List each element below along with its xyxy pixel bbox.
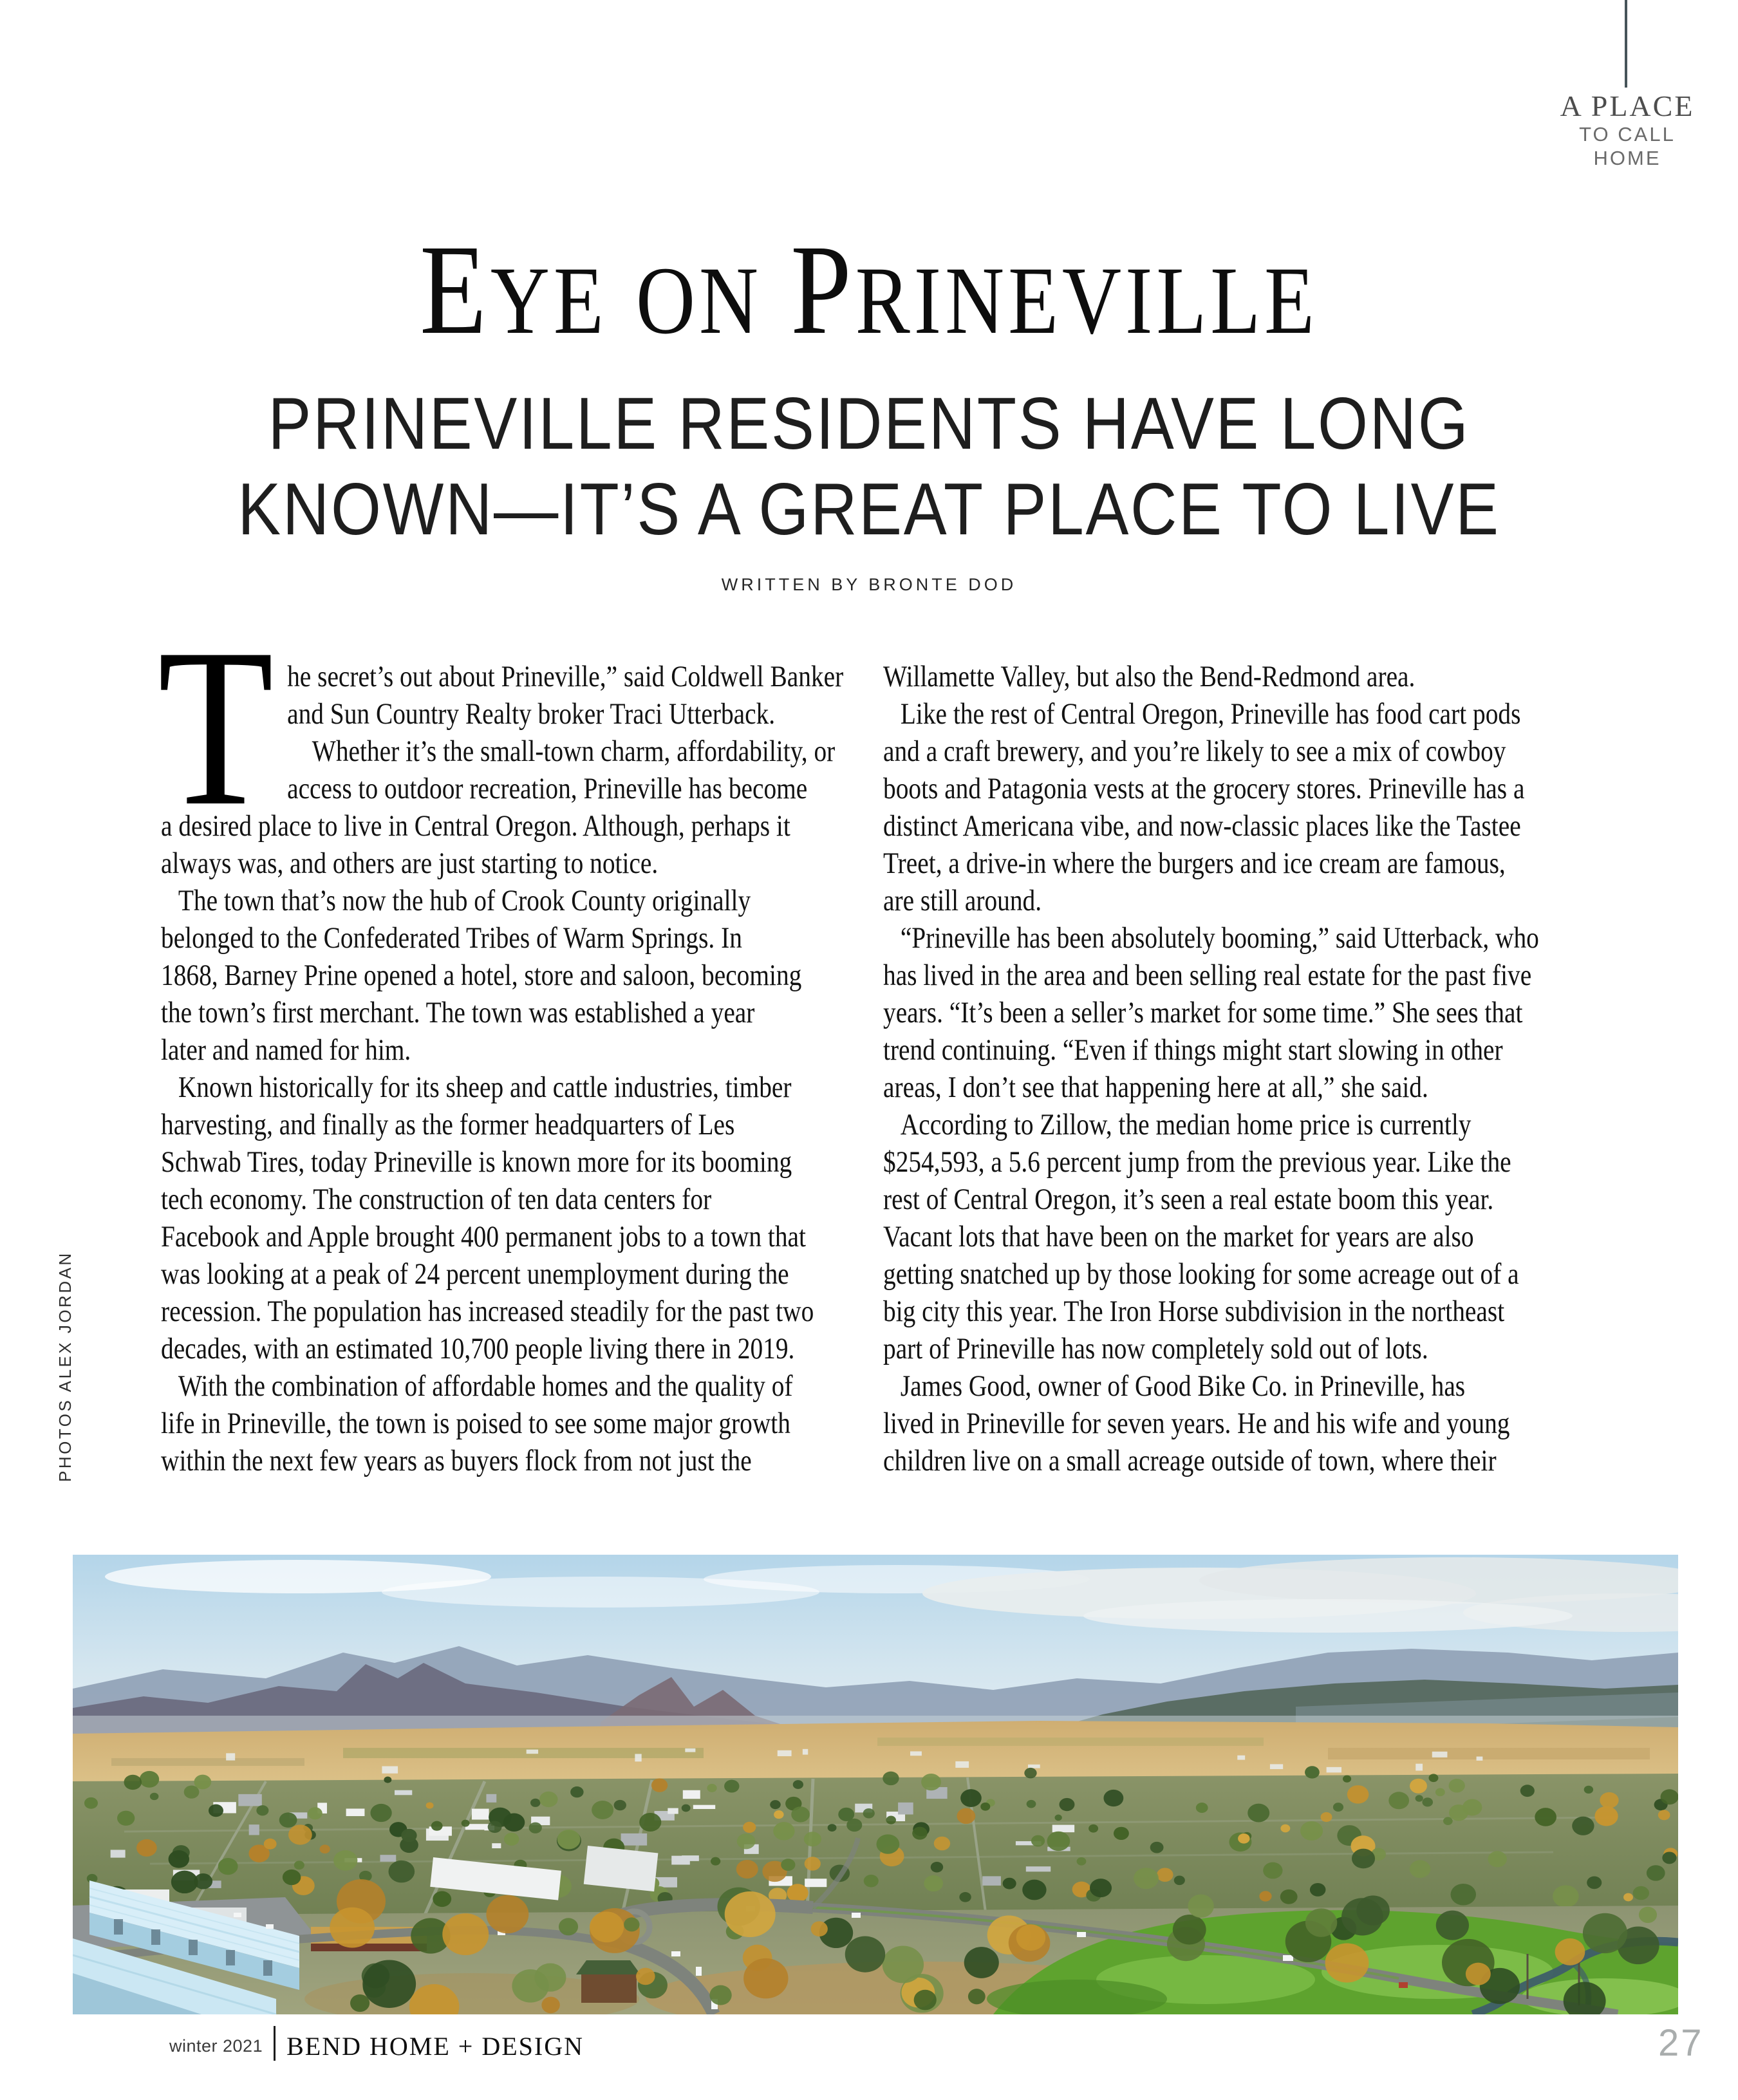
subtitle-line: KNOWN—IT’S A GREAT PLACE TO LIVE <box>238 469 1500 550</box>
photo-credit: PHOTOS ALEX JORDAN <box>55 1251 75 1482</box>
subtitle-line: PRINEVILLE RESIDENTS HAVE LONG <box>268 383 1470 465</box>
article-line: Like the rest of Central Oregon, Prineville has food cart pods <box>900 697 1521 731</box>
article-line: has lived in the area and been selling real estate for the past five <box>883 959 1532 992</box>
article-line: within the next few years as buyers flock from not just the <box>161 1444 752 1477</box>
section-kicker-line3: HOME <box>1593 147 1661 169</box>
article-line: access to outdoor recreation, Prineville has become <box>287 772 808 805</box>
article-line: Known historically for its sheep and cattle industries, timber <box>178 1071 792 1104</box>
article-line: Willamette Valley, but also the Bend-Redmond area. <box>883 660 1416 693</box>
section-badge <box>1499 90 1738 170</box>
article-line: a desired place to live in Central Oregon. Although, perhaps it <box>161 809 790 843</box>
aerial-photo-prineville <box>73 1555 1678 2014</box>
article-line: belonged to the Confederated Tribes of Warm Springs. In <box>161 921 742 955</box>
article-line: lived in Prineville for seven years. He and his wife and young <box>883 1407 1510 1440</box>
page-number: 27 <box>1658 2022 1704 2064</box>
article-line: life in Prineville, the town is poised to see some major growth <box>161 1407 790 1440</box>
article-line: According to Zillow, the median home price is currently <box>900 1108 1472 1141</box>
article-title <box>131 219 1608 361</box>
article-line: Whether it’s the small-town charm, affordability, or <box>312 735 836 768</box>
article-line: big city this year. The Iron Horse subdivision in the northeast <box>883 1295 1505 1328</box>
article-subtitle <box>0 381 1738 552</box>
article-line: The town that’s now the hub of Crook County originally <box>178 884 751 917</box>
drop-cap: T <box>157 602 274 853</box>
article-line: later and named for him. <box>161 1033 411 1067</box>
article-column-right <box>883 658 1569 1488</box>
article-line: always was, and others are just starting to notice. <box>161 847 659 880</box>
footer-divider <box>274 2026 276 2061</box>
article-line: children live on a small acreage outside of town, where their <box>883 1444 1497 1477</box>
article-line: Facebook and Apple brought 400 permanent jobs to a town that <box>161 1220 806 1253</box>
article-line: was looking at a peak of 24 percent unemployment during the <box>161 1257 789 1291</box>
article-line: boots and Patagonia vests at the grocery stores. Prineville has a <box>883 772 1525 805</box>
article-line: 1868, Barney Prine opened a hotel, store and saloon, becoming <box>161 959 802 992</box>
section-kicker: A PLACE <box>1560 89 1695 122</box>
footer-magazine-name: BEND HOME + DESIGN <box>286 2032 584 2061</box>
footer-issue: winter 2021 <box>169 2036 263 2056</box>
article-line: part of Prineville has now completely sold out of lots. <box>883 1332 1428 1365</box>
article-line: are still around. <box>883 884 1042 917</box>
article-line: Treet, a drive-in where the burgers and ice cream are famous, <box>883 847 1506 880</box>
footer <box>169 2026 584 2061</box>
article-line: James Good, owner of Good Bike Co. in Prineville, has <box>900 1369 1466 1403</box>
article-line: the town’s first merchant. The town was established a year <box>161 996 755 1029</box>
article-line: $254,593, a 5.6 percent jump from the previous year. Like the <box>883 1145 1511 1179</box>
article-line: areas, I don’t see that happening here at all,” she said. <box>883 1071 1428 1104</box>
aerial-photo-art <box>73 1555 1678 2014</box>
article-column-left <box>157 602 846 1488</box>
article-line: years. “It’s been a seller’s market for some time.” She sees that <box>883 996 1523 1029</box>
article-line: trend continuing. “Even if things might start slowing in other <box>883 1033 1503 1067</box>
article-line: distinct Americana vibe, and now-classic places like the Tastee <box>883 809 1521 843</box>
article-line: recession. The population has increased steadily for the past two <box>161 1295 814 1328</box>
article-line: getting snatched up by those looking for some acreage out of a <box>883 1257 1519 1291</box>
article-line: With the combination of affordable homes and the quality of <box>178 1369 793 1403</box>
title-word: EYE <box>420 219 608 361</box>
article-line: “Prineville has been absolutely booming,” said Utterback, who <box>900 921 1539 955</box>
section-divider-line <box>1625 0 1627 88</box>
article-line: rest of Central Oregon, it’s seen a real estate boom this year. <box>883 1183 1494 1216</box>
title-word: PRINEVILLE <box>790 219 1318 361</box>
byline: WRITTEN BY BRONTE DOD <box>721 575 1017 594</box>
article-line: decades, with an estimated 10,700 people living there in 2019. <box>161 1332 795 1365</box>
article-line: and Sun Country Realty broker Traci Utterback. <box>287 697 776 731</box>
title-word: ON <box>635 247 763 354</box>
article-line: Schwab Tires, today Prineville is known more for its booming <box>161 1145 792 1179</box>
article-line: harvesting, and finally as the former headquarters of Les <box>161 1108 735 1141</box>
article-line: tech economy. The construction of ten data centers for <box>161 1183 712 1216</box>
article-line: he secret’s out about Prineville,” said Coldwell Banker <box>287 660 844 693</box>
article-line: Vacant lots that have been on the market for years are also <box>883 1220 1474 1253</box>
section-kicker-line2: TO CALL <box>1579 123 1676 145</box>
article-line: and a craft brewery, and you’re likely to see a mix of cowboy <box>883 735 1506 768</box>
